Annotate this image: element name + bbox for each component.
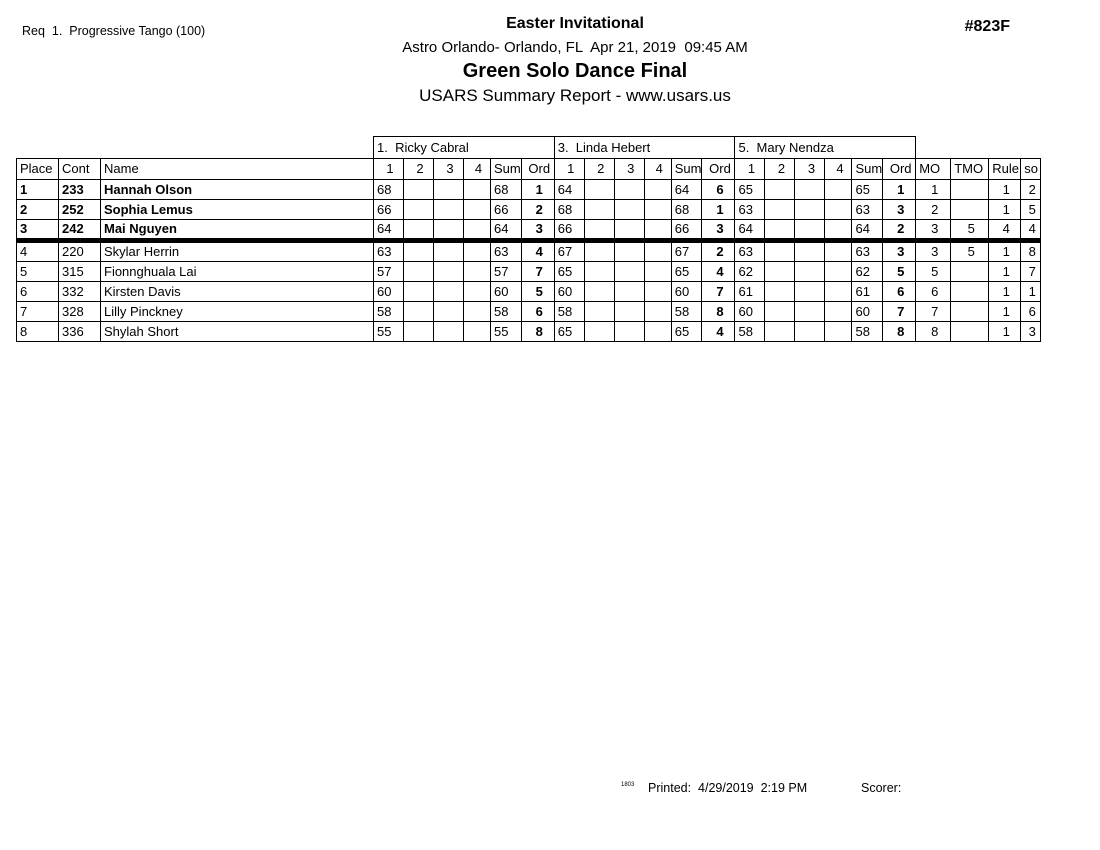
cell-judge3-mark2 bbox=[765, 200, 795, 220]
cell-judge2-mark2 bbox=[584, 180, 614, 200]
cell-judge1-sum: 60 bbox=[491, 282, 522, 302]
cell-judge1-ord: 1 bbox=[521, 180, 554, 200]
cell-mo: 8 bbox=[916, 322, 951, 342]
cell-so: 1 bbox=[1021, 282, 1041, 302]
cell-judge3-mark4 bbox=[825, 200, 852, 220]
cell-judge2-mark3 bbox=[614, 180, 644, 200]
cell-judge2-mark1: 67 bbox=[554, 241, 584, 262]
cell-judge3-sum: 58 bbox=[852, 322, 883, 342]
cell-rule: 1 bbox=[989, 302, 1021, 322]
cell-judge2-mark3 bbox=[614, 200, 644, 220]
cell-judge1-ord: 7 bbox=[521, 262, 554, 282]
cell-judge1-mark3 bbox=[434, 262, 464, 282]
cell-judge2-mark2 bbox=[584, 262, 614, 282]
cell-judge3-ord: 2 bbox=[883, 220, 916, 241]
event-code: #823F bbox=[964, 18, 1010, 35]
cell-judge1-mark4 bbox=[464, 282, 491, 302]
cell-judge1-mark2 bbox=[404, 322, 434, 342]
cell-name: Shylah Short bbox=[101, 322, 374, 342]
cell-judge2-mark1: 64 bbox=[554, 180, 584, 200]
cell-rule: 4 bbox=[989, 220, 1021, 241]
cell-judge2-sum: 68 bbox=[671, 200, 702, 220]
cell-judge3-mark1: 60 bbox=[735, 302, 765, 322]
cell-judge1-mark2 bbox=[404, 180, 434, 200]
cell-judge2-mark4 bbox=[644, 180, 671, 200]
cell-tmo bbox=[951, 322, 989, 342]
cell-judge3-mark2 bbox=[765, 282, 795, 302]
cell-judge1-sum: 58 bbox=[491, 302, 522, 322]
cell-tmo bbox=[951, 302, 989, 322]
cell-judge2-mark1: 66 bbox=[554, 220, 584, 241]
cell-name: Kirsten Davis bbox=[101, 282, 374, 302]
judge-3-header: 5. Mary Nendza bbox=[735, 137, 916, 159]
scorer-label: Scorer: bbox=[861, 781, 902, 795]
cell-tmo bbox=[951, 262, 989, 282]
cell-judge1-mark4 bbox=[464, 262, 491, 282]
cell-name: Fionnghuala Lai bbox=[101, 262, 374, 282]
cell-judge1-sum: 66 bbox=[491, 200, 522, 220]
cell-judge3-mark1: 63 bbox=[735, 200, 765, 220]
cell-judge1-mark1: 64 bbox=[374, 220, 404, 241]
col-header-so: so bbox=[1021, 159, 1041, 180]
cell-mo: 5 bbox=[916, 262, 951, 282]
col-header-judge2-3: 3 bbox=[614, 159, 644, 180]
col-header-tmo: TMO bbox=[951, 159, 989, 180]
cell-judge2-mark3 bbox=[614, 302, 644, 322]
cell-judge2-sum: 65 bbox=[671, 322, 702, 342]
col-header-judge2-4: 4 bbox=[644, 159, 671, 180]
cell-judge3-mark2 bbox=[765, 262, 795, 282]
cell-judge3-mark3 bbox=[795, 282, 825, 302]
report-subtitle: USARS Summary Report - www.usars.us bbox=[419, 86, 731, 105]
cell-judge2-sum: 60 bbox=[671, 282, 702, 302]
cell-judge2-mark3 bbox=[614, 220, 644, 241]
judge-2-header: 3. Linda Hebert bbox=[554, 137, 735, 159]
cell-judge3-mark4 bbox=[825, 322, 852, 342]
result-row-2 bbox=[17, 200, 1041, 220]
cell-judge3-ord: 3 bbox=[883, 200, 916, 220]
cell-rule: 1 bbox=[989, 282, 1021, 302]
cell-judge3-sum: 61 bbox=[852, 282, 883, 302]
cell-judge2-ord: 8 bbox=[702, 302, 735, 322]
col-header-mo: MO bbox=[916, 159, 951, 180]
cell-judge3-sum: 63 bbox=[852, 241, 883, 262]
cell-judge2-mark1: 68 bbox=[554, 200, 584, 220]
cell-judge1-ord: 3 bbox=[521, 220, 554, 241]
result-row-1 bbox=[17, 180, 1041, 200]
cell-judge2-mark4 bbox=[644, 200, 671, 220]
cell-judge1-mark1: 58 bbox=[374, 302, 404, 322]
cell-judge3-ord: 7 bbox=[883, 302, 916, 322]
cell-judge2-mark2 bbox=[584, 282, 614, 302]
cell-judge1-mark3 bbox=[434, 200, 464, 220]
cell-judge2-mark4 bbox=[644, 302, 671, 322]
cell-judge2-mark2 bbox=[584, 302, 614, 322]
cell-judge1-sum: 57 bbox=[491, 262, 522, 282]
cell-judge2-ord: 2 bbox=[702, 241, 735, 262]
cell-judge3-mark1: 62 bbox=[735, 262, 765, 282]
cell-name: Sophia Lemus bbox=[101, 200, 374, 220]
cell-judge3-sum: 60 bbox=[852, 302, 883, 322]
cell-rule: 1 bbox=[989, 241, 1021, 262]
cell-judge1-ord: 6 bbox=[521, 302, 554, 322]
cell-place: 1 bbox=[17, 180, 59, 200]
cell-judge3-mark2 bbox=[765, 302, 795, 322]
cell-judge3-mark3 bbox=[795, 241, 825, 262]
cell-judge3-ord: 1 bbox=[883, 180, 916, 200]
cell-name: Skylar Herrin bbox=[101, 241, 374, 262]
cell-name: Lilly Pinckney bbox=[101, 302, 374, 322]
cell-mo: 7 bbox=[916, 302, 951, 322]
cell-so: 6 bbox=[1021, 302, 1041, 322]
cell-tmo bbox=[951, 200, 989, 220]
cell-judge2-ord: 4 bbox=[702, 262, 735, 282]
cell-place: 5 bbox=[17, 262, 59, 282]
cell-tmo: 5 bbox=[951, 220, 989, 241]
cell-rule: 1 bbox=[989, 200, 1021, 220]
cell-cont: 336 bbox=[59, 322, 101, 342]
cell-judge1-mark3 bbox=[434, 241, 464, 262]
col-header-judge3-4: 4 bbox=[825, 159, 852, 180]
cell-judge1-sum: 63 bbox=[491, 241, 522, 262]
cell-judge1-mark3 bbox=[434, 302, 464, 322]
col-header-judge3-sum: Sum bbox=[852, 159, 883, 180]
cell-name: Hannah Olson bbox=[101, 180, 374, 200]
cell-judge3-mark2 bbox=[765, 220, 795, 241]
footer-code: 1803 bbox=[621, 782, 635, 788]
col-header-judge3-3: 3 bbox=[795, 159, 825, 180]
col-header-name: Name bbox=[101, 159, 374, 180]
col-header-cont: Cont bbox=[59, 159, 101, 180]
cell-judge3-mark1: 65 bbox=[735, 180, 765, 200]
cell-judge1-mark1: 68 bbox=[374, 180, 404, 200]
cell-place: 7 bbox=[17, 302, 59, 322]
cell-judge2-mark4 bbox=[644, 220, 671, 241]
cell-mo: 1 bbox=[916, 180, 951, 200]
cell-rule: 1 bbox=[989, 180, 1021, 200]
judge-1-header: 1. Ricky Cabral bbox=[374, 137, 555, 159]
cell-judge1-mark4 bbox=[464, 200, 491, 220]
cell-judge3-mark3 bbox=[795, 322, 825, 342]
cell-mo: 6 bbox=[916, 282, 951, 302]
cell-judge3-sum: 63 bbox=[852, 200, 883, 220]
col-header-judge2-sum: Sum bbox=[671, 159, 702, 180]
cell-mo: 3 bbox=[916, 241, 951, 262]
cell-mo: 2 bbox=[916, 200, 951, 220]
cell-judge3-mark2 bbox=[765, 241, 795, 262]
cell-judge3-sum: 65 bbox=[852, 180, 883, 200]
cell-judge3-mark4 bbox=[825, 180, 852, 200]
cell-judge1-mark4 bbox=[464, 322, 491, 342]
cell-so: 3 bbox=[1021, 322, 1041, 342]
cell-judge1-mark3 bbox=[434, 282, 464, 302]
cell-judge1-mark3 bbox=[434, 322, 464, 342]
col-header-judge1-2: 2 bbox=[404, 159, 434, 180]
cell-judge1-sum: 68 bbox=[491, 180, 522, 200]
cell-judge3-mark1: 63 bbox=[735, 241, 765, 262]
cell-cont: 332 bbox=[59, 282, 101, 302]
cell-judge1-mark1: 66 bbox=[374, 200, 404, 220]
cell-mo: 3 bbox=[916, 220, 951, 241]
cell-judge1-mark1: 63 bbox=[374, 241, 404, 262]
cell-cont: 315 bbox=[59, 262, 101, 282]
cell-rule: 1 bbox=[989, 322, 1021, 342]
cell-so: 7 bbox=[1021, 262, 1041, 282]
col-header-place: Place bbox=[17, 159, 59, 180]
venue-date-line: Astro Orlando- Orlando, FL Apr 21, 2019 09:45 AM bbox=[402, 39, 748, 56]
cell-judge3-mark4 bbox=[825, 302, 852, 322]
cell-tmo: 5 bbox=[951, 241, 989, 262]
printed-timestamp: Printed: 4/29/2019 2:19 PM bbox=[648, 781, 808, 795]
cell-cont: 328 bbox=[59, 302, 101, 322]
cell-judge2-sum: 66 bbox=[671, 220, 702, 241]
cell-judge1-mark4 bbox=[464, 241, 491, 262]
cell-so: 8 bbox=[1021, 241, 1041, 262]
cell-judge2-mark3 bbox=[614, 262, 644, 282]
result-row-5 bbox=[17, 262, 1041, 282]
judge-row-spacer-right bbox=[916, 137, 1041, 159]
cell-judge2-mark2 bbox=[584, 220, 614, 241]
cell-judge1-mark2 bbox=[404, 302, 434, 322]
cell-judge2-mark4 bbox=[644, 241, 671, 262]
col-header-judge1-1: 1 bbox=[374, 159, 404, 180]
cell-judge1-ord: 8 bbox=[521, 322, 554, 342]
cell-judge2-sum: 58 bbox=[671, 302, 702, 322]
cell-so: 4 bbox=[1021, 220, 1041, 241]
cell-judge3-sum: 64 bbox=[852, 220, 883, 241]
cell-judge1-mark2 bbox=[404, 241, 434, 262]
cell-place: 4 bbox=[17, 241, 59, 262]
cell-judge2-mark1: 60 bbox=[554, 282, 584, 302]
cell-judge2-ord: 7 bbox=[702, 282, 735, 302]
col-header-judge3-ord: Ord bbox=[883, 159, 916, 180]
cell-judge1-mark2 bbox=[404, 200, 434, 220]
report-header bbox=[50, 14, 1100, 106]
cell-judge3-mark3 bbox=[795, 200, 825, 220]
cell-judge2-ord: 3 bbox=[702, 220, 735, 241]
cell-rule: 1 bbox=[989, 262, 1021, 282]
cell-judge3-mark3 bbox=[795, 302, 825, 322]
cell-judge3-mark1: 64 bbox=[735, 220, 765, 241]
cell-cont: 252 bbox=[59, 200, 101, 220]
cell-judge1-mark2 bbox=[404, 220, 434, 241]
cell-judge1-ord: 4 bbox=[521, 241, 554, 262]
division-title: Green Solo Dance Final bbox=[462, 60, 688, 82]
cell-judge1-mark2 bbox=[404, 282, 434, 302]
cell-judge3-mark3 bbox=[795, 220, 825, 241]
cell-tmo bbox=[951, 282, 989, 302]
cell-judge1-mark1: 60 bbox=[374, 282, 404, 302]
result-row-8 bbox=[17, 322, 1041, 342]
cell-judge3-mark1: 58 bbox=[735, 322, 765, 342]
cell-judge2-mark2 bbox=[584, 322, 614, 342]
cell-judge3-sum: 62 bbox=[852, 262, 883, 282]
cell-place: 8 bbox=[17, 322, 59, 342]
cell-judge2-mark4 bbox=[644, 262, 671, 282]
col-header-judge2-1: 1 bbox=[554, 159, 584, 180]
cell-judge1-mark3 bbox=[434, 180, 464, 200]
cell-place: 3 bbox=[17, 220, 59, 241]
cell-judge1-mark1: 55 bbox=[374, 322, 404, 342]
cell-judge1-ord: 2 bbox=[521, 200, 554, 220]
cell-judge2-ord: 4 bbox=[702, 322, 735, 342]
cell-judge3-mark3 bbox=[795, 180, 825, 200]
cell-judge1-mark1: 57 bbox=[374, 262, 404, 282]
result-row-3 bbox=[17, 220, 1041, 241]
cell-judge2-mark1: 58 bbox=[554, 302, 584, 322]
cell-name: Mai Nguyen bbox=[101, 220, 374, 241]
cell-judge3-ord: 8 bbox=[883, 322, 916, 342]
cell-judge3-mark4 bbox=[825, 262, 852, 282]
col-header-judge1-4: 4 bbox=[464, 159, 491, 180]
col-header-judge2-2: 2 bbox=[584, 159, 614, 180]
cell-judge1-sum: 55 bbox=[491, 322, 522, 342]
cell-judge3-mark3 bbox=[795, 262, 825, 282]
col-header-judge1-ord: Ord bbox=[521, 159, 554, 180]
result-row-7 bbox=[17, 302, 1041, 322]
cell-so: 5 bbox=[1021, 200, 1041, 220]
cell-judge2-mark2 bbox=[584, 200, 614, 220]
col-header-judge1-3: 3 bbox=[434, 159, 464, 180]
result-row-4 bbox=[17, 241, 1041, 262]
cell-judge3-mark2 bbox=[765, 322, 795, 342]
cell-place: 2 bbox=[17, 200, 59, 220]
cell-cont: 242 bbox=[59, 220, 101, 241]
cell-judge1-mark4 bbox=[464, 302, 491, 322]
cell-judge3-mark4 bbox=[825, 241, 852, 262]
cell-judge2-mark4 bbox=[644, 282, 671, 302]
cell-judge2-sum: 65 bbox=[671, 262, 702, 282]
result-row-6 bbox=[17, 282, 1041, 302]
cell-judge2-mark3 bbox=[614, 241, 644, 262]
cell-judge2-sum: 67 bbox=[671, 241, 702, 262]
cell-judge2-mark4 bbox=[644, 322, 671, 342]
cell-judge2-mark1: 65 bbox=[554, 262, 584, 282]
cell-tmo bbox=[951, 180, 989, 200]
cell-judge1-mark3 bbox=[434, 220, 464, 241]
cell-cont: 233 bbox=[59, 180, 101, 200]
cell-judge2-mark2 bbox=[584, 241, 614, 262]
cell-judge2-ord: 1 bbox=[702, 200, 735, 220]
results-table bbox=[16, 136, 1041, 342]
cell-judge3-ord: 5 bbox=[883, 262, 916, 282]
cell-judge3-mark1: 61 bbox=[735, 282, 765, 302]
cell-place: 6 bbox=[17, 282, 59, 302]
col-header-judge3-2: 2 bbox=[765, 159, 795, 180]
cell-judge1-sum: 64 bbox=[491, 220, 522, 241]
cell-judge1-mark4 bbox=[464, 220, 491, 241]
col-header-judge3-1: 1 bbox=[735, 159, 765, 180]
cell-judge1-mark4 bbox=[464, 180, 491, 200]
judge-row-spacer-left bbox=[17, 137, 374, 159]
req-label: Req 1. Progressive Tango (100) bbox=[22, 24, 206, 38]
cell-judge1-ord: 5 bbox=[521, 282, 554, 302]
col-header-judge1-sum: Sum bbox=[491, 159, 522, 180]
event-title: Easter Invitational bbox=[506, 15, 644, 32]
cell-so: 2 bbox=[1021, 180, 1041, 200]
cell-judge2-mark3 bbox=[614, 282, 644, 302]
cell-cont: 220 bbox=[59, 241, 101, 262]
col-header-rule: Rule bbox=[989, 159, 1021, 180]
cell-judge3-ord: 6 bbox=[883, 282, 916, 302]
column-header-row bbox=[17, 159, 1041, 180]
cell-judge2-sum: 64 bbox=[671, 180, 702, 200]
cell-judge3-mark4 bbox=[825, 220, 852, 241]
cell-judge2-mark3 bbox=[614, 322, 644, 342]
cell-judge3-mark2 bbox=[765, 180, 795, 200]
col-header-judge2-ord: Ord bbox=[702, 159, 735, 180]
cell-judge3-ord: 3 bbox=[883, 241, 916, 262]
cell-judge2-ord: 6 bbox=[702, 180, 735, 200]
cell-judge1-mark2 bbox=[404, 262, 434, 282]
judge-header-row bbox=[17, 137, 1041, 159]
cell-judge3-mark4 bbox=[825, 282, 852, 302]
cell-judge2-mark1: 65 bbox=[554, 322, 584, 342]
